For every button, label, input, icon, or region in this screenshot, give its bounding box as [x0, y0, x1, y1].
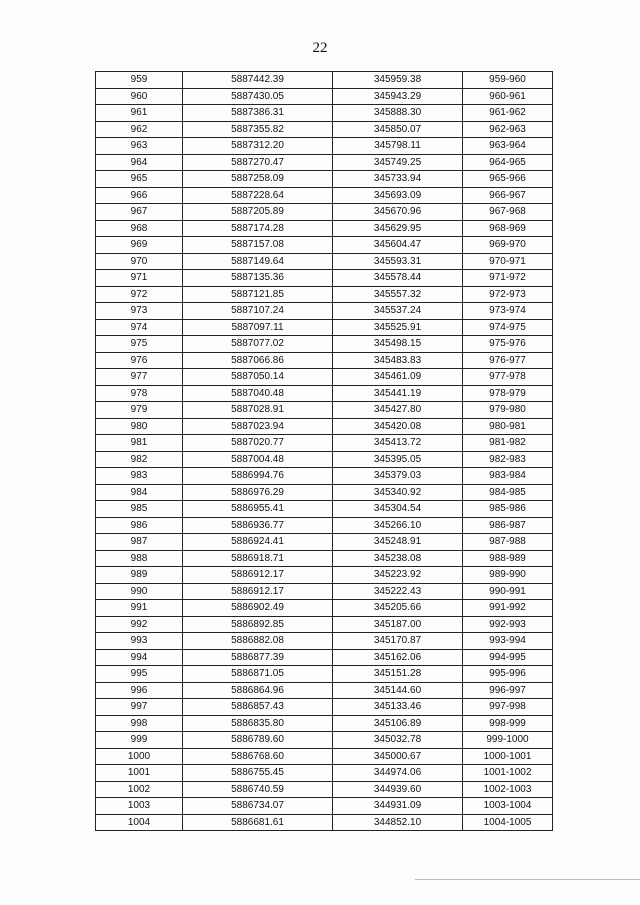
- y-coordinate-cell: 345223.92: [333, 567, 463, 584]
- x-coordinate-cell: 5887270.47: [183, 154, 333, 171]
- table-row: [96, 369, 553, 386]
- segment-cell: 986-987: [463, 517, 553, 534]
- table-row: [96, 715, 553, 732]
- point-number-cell: 1000: [96, 748, 183, 765]
- segment-cell: 980-981: [463, 418, 553, 435]
- table-row: [96, 699, 553, 716]
- table-row: [96, 781, 553, 798]
- x-coordinate-cell: 5886768.60: [183, 748, 333, 765]
- table-row: [96, 352, 553, 369]
- x-coordinate-cell: 5886835.80: [183, 715, 333, 732]
- segment-cell: 970-971: [463, 253, 553, 270]
- point-number-cell: 1003: [96, 798, 183, 815]
- segment-cell: 984-985: [463, 484, 553, 501]
- x-coordinate-cell: 5886882.08: [183, 633, 333, 650]
- segment-cell: 998-999: [463, 715, 553, 732]
- table-row: [96, 88, 553, 105]
- table-row: [96, 286, 553, 303]
- x-coordinate-cell: 5887228.64: [183, 187, 333, 204]
- point-number-cell: 967: [96, 204, 183, 221]
- table-row: [96, 765, 553, 782]
- x-coordinate-cell: 5887386.31: [183, 105, 333, 122]
- table-row: [96, 732, 553, 749]
- x-coordinate-cell: 5887312.20: [183, 138, 333, 155]
- point-number-cell: 993: [96, 633, 183, 650]
- point-number-cell: 991: [96, 600, 183, 617]
- point-number-cell: 992: [96, 616, 183, 633]
- segment-cell: 999-1000: [463, 732, 553, 749]
- table-row: [96, 666, 553, 683]
- point-number-cell: 968: [96, 220, 183, 237]
- x-coordinate-cell: 5887097.11: [183, 319, 333, 336]
- segment-cell: 966-967: [463, 187, 553, 204]
- segment-cell: 981-982: [463, 435, 553, 452]
- point-number-cell: 979: [96, 402, 183, 419]
- segment-cell: 978-979: [463, 385, 553, 402]
- x-coordinate-cell: 5886864.96: [183, 682, 333, 699]
- y-coordinate-cell: 345693.09: [333, 187, 463, 204]
- segment-cell: 964-965: [463, 154, 553, 171]
- table-row: [96, 484, 553, 501]
- y-coordinate-cell: 345162.06: [333, 649, 463, 666]
- x-coordinate-cell: 5886955.41: [183, 501, 333, 518]
- y-coordinate-cell: 345304.54: [333, 501, 463, 518]
- y-coordinate-cell: 345604.47: [333, 237, 463, 254]
- table-row: [96, 253, 553, 270]
- point-number-cell: 989: [96, 567, 183, 584]
- table-row: [96, 105, 553, 122]
- y-coordinate-cell: 345483.83: [333, 352, 463, 369]
- table-row: [96, 435, 553, 452]
- point-number-cell: 981: [96, 435, 183, 452]
- table-row: [96, 303, 553, 320]
- y-coordinate-cell: 345170.87: [333, 633, 463, 650]
- segment-cell: 982-983: [463, 451, 553, 468]
- table-row: [96, 270, 553, 287]
- point-number-cell: 1004: [96, 814, 183, 831]
- x-coordinate-cell: 5886871.05: [183, 666, 333, 683]
- point-number-cell: 999: [96, 732, 183, 749]
- y-coordinate-cell: 345427.80: [333, 402, 463, 419]
- segment-cell: 977-978: [463, 369, 553, 386]
- segment-cell: 974-975: [463, 319, 553, 336]
- segment-cell: 975-976: [463, 336, 553, 353]
- segment-cell: 959-960: [463, 72, 553, 89]
- x-coordinate-cell: 5887023.94: [183, 418, 333, 435]
- y-coordinate-cell: 345032.78: [333, 732, 463, 749]
- point-number-cell: 1001: [96, 765, 183, 782]
- segment-cell: 960-961: [463, 88, 553, 105]
- table-row: [96, 187, 553, 204]
- table-row: [96, 682, 553, 699]
- table-row: [96, 237, 553, 254]
- x-coordinate-cell: 5886912.17: [183, 567, 333, 584]
- y-coordinate-cell: 345850.07: [333, 121, 463, 138]
- y-coordinate-cell: 345413.72: [333, 435, 463, 452]
- x-coordinate-cell: 5887121.85: [183, 286, 333, 303]
- segment-cell: 997-998: [463, 699, 553, 716]
- y-coordinate-cell: 345238.08: [333, 550, 463, 567]
- table-row: [96, 385, 553, 402]
- segment-cell: 979-980: [463, 402, 553, 419]
- point-number-cell: 985: [96, 501, 183, 518]
- segment-cell: 967-968: [463, 204, 553, 221]
- x-coordinate-cell: 5887157.08: [183, 237, 333, 254]
- y-coordinate-cell: 345205.66: [333, 600, 463, 617]
- x-coordinate-cell: 5886734.07: [183, 798, 333, 815]
- x-coordinate-cell: 5886902.49: [183, 600, 333, 617]
- y-coordinate-cell: 345578.44: [333, 270, 463, 287]
- point-number-cell: 970: [96, 253, 183, 270]
- segment-cell: 989-990: [463, 567, 553, 584]
- x-coordinate-cell: 5886877.39: [183, 649, 333, 666]
- point-number-cell: 994: [96, 649, 183, 666]
- point-number-cell: 984: [96, 484, 183, 501]
- x-coordinate-cell: 5887258.09: [183, 171, 333, 188]
- table-row: [96, 72, 553, 89]
- y-coordinate-cell: 345266.10: [333, 517, 463, 534]
- segment-cell: 987-988: [463, 534, 553, 551]
- y-coordinate-cell: 345888.30: [333, 105, 463, 122]
- y-coordinate-cell: 345106.89: [333, 715, 463, 732]
- x-coordinate-cell: 5886994.76: [183, 468, 333, 485]
- segment-cell: 993-994: [463, 633, 553, 650]
- point-number-cell: 972: [96, 286, 183, 303]
- scan-edge-line: [415, 879, 640, 880]
- table-row: [96, 171, 553, 188]
- x-coordinate-cell: 5887040.48: [183, 385, 333, 402]
- x-coordinate-cell: 5886936.77: [183, 517, 333, 534]
- table-row: [96, 204, 553, 221]
- x-coordinate-cell: 5887205.89: [183, 204, 333, 221]
- segment-cell: 1001-1002: [463, 765, 553, 782]
- segment-cell: 995-996: [463, 666, 553, 683]
- segment-cell: 996-997: [463, 682, 553, 699]
- x-coordinate-cell: 5886912.17: [183, 583, 333, 600]
- point-number-cell: 974: [96, 319, 183, 336]
- x-coordinate-cell: 5886789.60: [183, 732, 333, 749]
- point-number-cell: 965: [96, 171, 183, 188]
- y-coordinate-cell: 345629.95: [333, 220, 463, 237]
- segment-cell: 971-972: [463, 270, 553, 287]
- x-coordinate-cell: 5886755.45: [183, 765, 333, 782]
- page-number: 22: [312, 40, 328, 56]
- point-number-cell: 1002: [96, 781, 183, 798]
- segment-cell: 985-986: [463, 501, 553, 518]
- x-coordinate-cell: 5887028.91: [183, 402, 333, 419]
- y-coordinate-cell: 345144.60: [333, 682, 463, 699]
- x-coordinate-cell: 5887077.02: [183, 336, 333, 353]
- x-coordinate-cell: 5887135.36: [183, 270, 333, 287]
- point-number-cell: 982: [96, 451, 183, 468]
- table-row: [96, 451, 553, 468]
- x-coordinate-cell: 5887004.48: [183, 451, 333, 468]
- y-coordinate-cell: 345733.94: [333, 171, 463, 188]
- x-coordinate-cell: 5886918.71: [183, 550, 333, 567]
- y-coordinate-cell: 344939.60: [333, 781, 463, 798]
- y-coordinate-cell: 345187.00: [333, 616, 463, 633]
- segment-cell: 1002-1003: [463, 781, 553, 798]
- y-coordinate-cell: 345461.09: [333, 369, 463, 386]
- segment-cell: 969-970: [463, 237, 553, 254]
- table-row: [96, 517, 553, 534]
- point-number-cell: 988: [96, 550, 183, 567]
- y-coordinate-cell: 345593.31: [333, 253, 463, 270]
- segment-cell: 968-969: [463, 220, 553, 237]
- point-number-cell: 962: [96, 121, 183, 138]
- point-number-cell: 998: [96, 715, 183, 732]
- segment-cell: 972-973: [463, 286, 553, 303]
- y-coordinate-cell: 345248.91: [333, 534, 463, 551]
- point-number-cell: 966: [96, 187, 183, 204]
- table-row: [96, 600, 553, 617]
- y-coordinate-cell: 345222.43: [333, 583, 463, 600]
- segment-cell: 962-963: [463, 121, 553, 138]
- y-coordinate-cell: 345441.19: [333, 385, 463, 402]
- table-row: [96, 220, 553, 237]
- y-coordinate-cell: 345537.24: [333, 303, 463, 320]
- table-row: [96, 798, 553, 815]
- point-number-cell: 996: [96, 682, 183, 699]
- y-coordinate-cell: 345151.28: [333, 666, 463, 683]
- point-number-cell: 976: [96, 352, 183, 369]
- segment-cell: 988-989: [463, 550, 553, 567]
- segment-cell: 1004-1005: [463, 814, 553, 831]
- table-row: [96, 501, 553, 518]
- x-coordinate-cell: 5887066.86: [183, 352, 333, 369]
- y-coordinate-cell: 345670.96: [333, 204, 463, 221]
- segment-cell: 991-992: [463, 600, 553, 617]
- point-number-cell: 973: [96, 303, 183, 320]
- segment-cell: 1003-1004: [463, 798, 553, 815]
- table-row: [96, 616, 553, 633]
- y-coordinate-cell: 344931.09: [333, 798, 463, 815]
- table-row: [96, 418, 553, 435]
- segment-cell: 963-964: [463, 138, 553, 155]
- table-row: [96, 121, 553, 138]
- point-number-cell: 997: [96, 699, 183, 716]
- y-coordinate-cell: 345000.67: [333, 748, 463, 765]
- segment-cell: 1000-1001: [463, 748, 553, 765]
- point-number-cell: 987: [96, 534, 183, 551]
- x-coordinate-cell: 5887050.14: [183, 369, 333, 386]
- y-coordinate-cell: 345395.05: [333, 451, 463, 468]
- y-coordinate-cell: 344852.10: [333, 814, 463, 831]
- x-coordinate-cell: 5887107.24: [183, 303, 333, 320]
- table-row: [96, 319, 553, 336]
- y-coordinate-cell: 345420.08: [333, 418, 463, 435]
- point-number-cell: 971: [96, 270, 183, 287]
- x-coordinate-cell: 5887020.77: [183, 435, 333, 452]
- y-coordinate-cell: 345943.29: [333, 88, 463, 105]
- segment-cell: 983-984: [463, 468, 553, 485]
- point-number-cell: 980: [96, 418, 183, 435]
- point-number-cell: 995: [96, 666, 183, 683]
- x-coordinate-cell: 5887442.39: [183, 72, 333, 89]
- y-coordinate-cell: 345798.11: [333, 138, 463, 155]
- segment-cell: 961-962: [463, 105, 553, 122]
- point-number-cell: 990: [96, 583, 183, 600]
- table-row: [96, 814, 553, 831]
- x-coordinate-cell: 5886681.61: [183, 814, 333, 831]
- coordinates-table-body: [96, 72, 553, 831]
- segment-cell: 992-993: [463, 616, 553, 633]
- table-row: [96, 633, 553, 650]
- table-row: [96, 402, 553, 419]
- x-coordinate-cell: 5887149.64: [183, 253, 333, 270]
- y-coordinate-cell: 345133.46: [333, 699, 463, 716]
- x-coordinate-cell: 5886924.41: [183, 534, 333, 551]
- segment-cell: 994-995: [463, 649, 553, 666]
- table-row: [96, 567, 553, 584]
- table-row: [96, 748, 553, 765]
- y-coordinate-cell: 345340.92: [333, 484, 463, 501]
- point-number-cell: 986: [96, 517, 183, 534]
- point-number-cell: 969: [96, 237, 183, 254]
- point-number-cell: 960: [96, 88, 183, 105]
- x-coordinate-cell: 5886740.59: [183, 781, 333, 798]
- y-coordinate-cell: 345749.25: [333, 154, 463, 171]
- y-coordinate-cell: 344974.06: [333, 765, 463, 782]
- table-row: [96, 649, 553, 666]
- table-row: [96, 550, 553, 567]
- table-row: [96, 138, 553, 155]
- point-number-cell: 964: [96, 154, 183, 171]
- point-number-cell: 983: [96, 468, 183, 485]
- point-number-cell: 975: [96, 336, 183, 353]
- x-coordinate-cell: 5887355.82: [183, 121, 333, 138]
- segment-cell: 965-966: [463, 171, 553, 188]
- table-row: [96, 583, 553, 600]
- y-coordinate-cell: 345498.15: [333, 336, 463, 353]
- point-number-cell: 963: [96, 138, 183, 155]
- point-number-cell: 961: [96, 105, 183, 122]
- x-coordinate-cell: 5886857.43: [183, 699, 333, 716]
- coordinates-table: [95, 71, 553, 831]
- segment-cell: 990-991: [463, 583, 553, 600]
- x-coordinate-cell: 5886892.85: [183, 616, 333, 633]
- table-row: [96, 468, 553, 485]
- x-coordinate-cell: 5887174.28: [183, 220, 333, 237]
- y-coordinate-cell: 345959.38: [333, 72, 463, 89]
- y-coordinate-cell: 345525.91: [333, 319, 463, 336]
- point-number-cell: 959: [96, 72, 183, 89]
- x-coordinate-cell: 5887430.05: [183, 88, 333, 105]
- y-coordinate-cell: 345379.03: [333, 468, 463, 485]
- table-row: [96, 336, 553, 353]
- y-coordinate-cell: 345557.32: [333, 286, 463, 303]
- segment-cell: 976-977: [463, 352, 553, 369]
- table-row: [96, 154, 553, 171]
- segment-cell: 973-974: [463, 303, 553, 320]
- table-row: [96, 534, 553, 551]
- x-coordinate-cell: 5886976.29: [183, 484, 333, 501]
- point-number-cell: 977: [96, 369, 183, 386]
- point-number-cell: 978: [96, 385, 183, 402]
